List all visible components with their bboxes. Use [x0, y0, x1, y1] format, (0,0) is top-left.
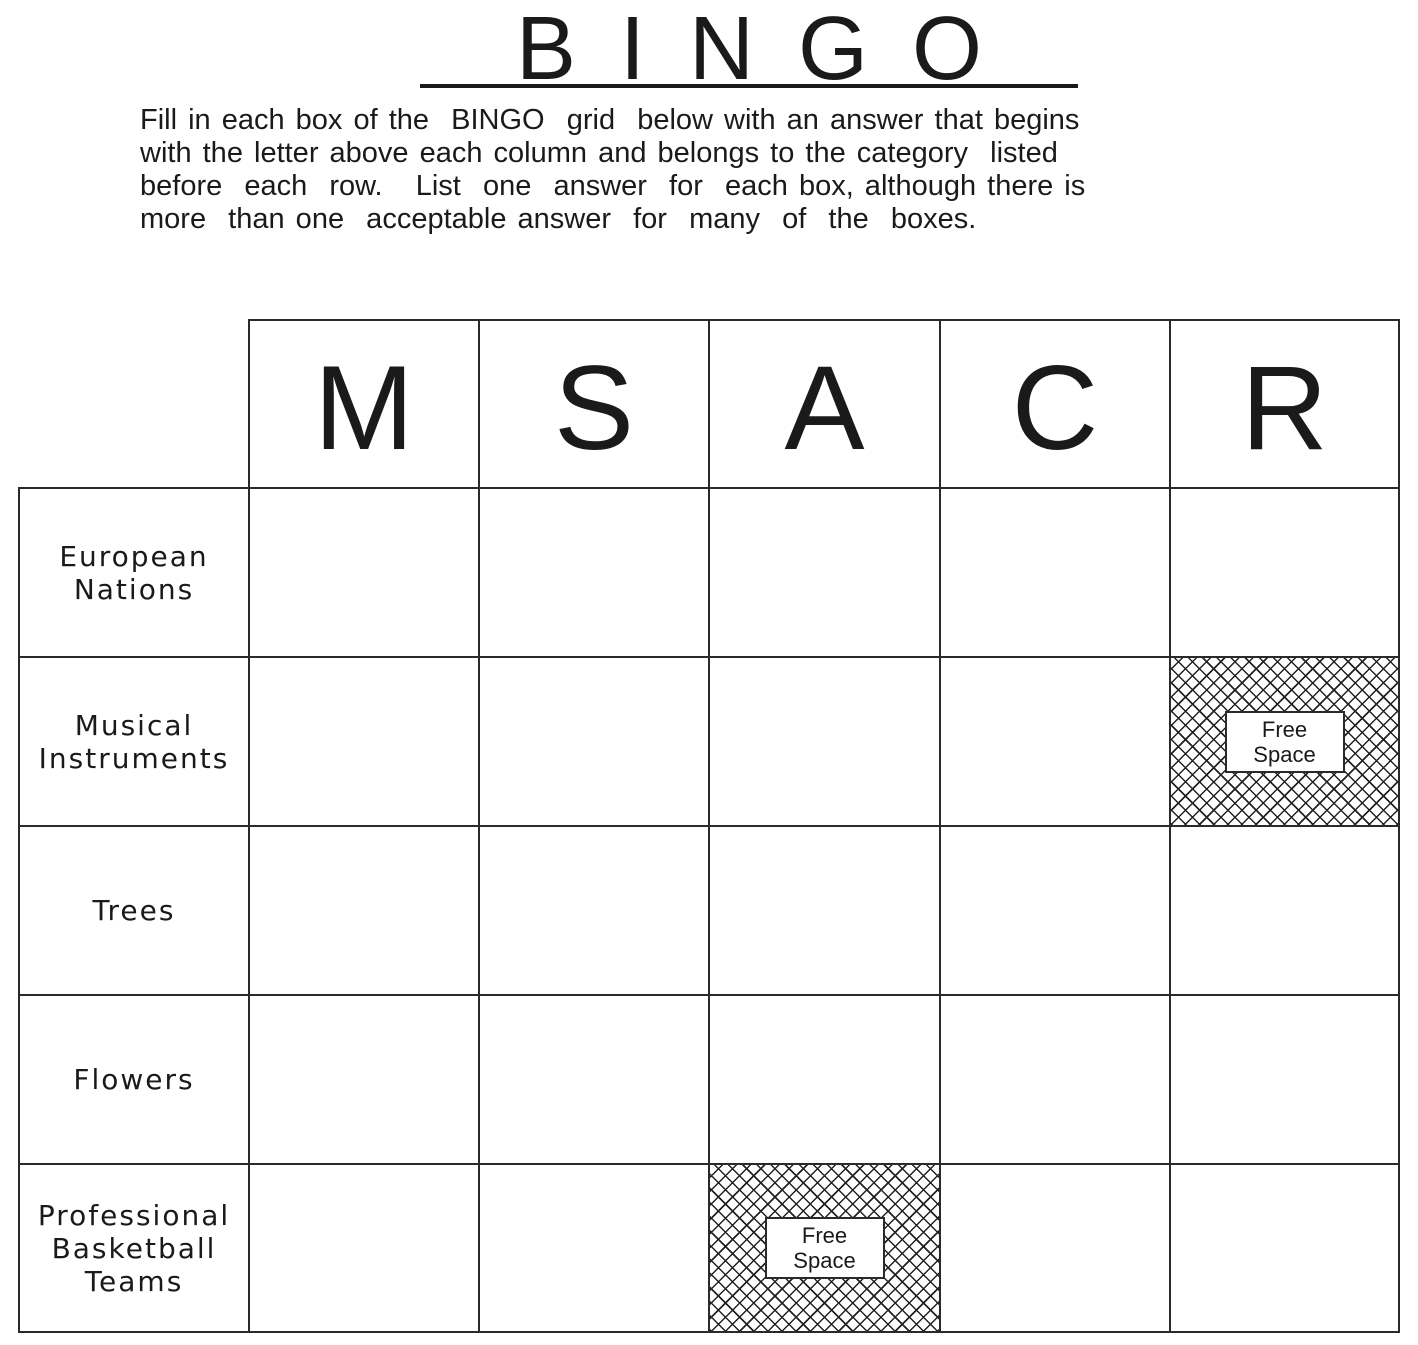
answer-cell[interactable] — [939, 487, 1171, 658]
answer-cell[interactable] — [939, 656, 1171, 827]
page-title: BINGO — [420, 6, 1078, 88]
answer-cell[interactable] — [478, 825, 710, 996]
answer-cell[interactable] — [478, 1163, 710, 1333]
instructions-line: with the letter above each column and belongs to the category listed — [140, 137, 1058, 169]
instructions-line: before each row. List one answer for each box, although there is — [140, 170, 1086, 202]
answer-cell[interactable] — [708, 656, 941, 827]
answer-cell[interactable] — [939, 825, 1171, 996]
answer-cell[interactable] — [248, 825, 480, 996]
answer-cell[interactable] — [1169, 1163, 1400, 1333]
free-space-label: Free Space — [1225, 711, 1345, 773]
row-label-trees: Trees — [18, 825, 250, 996]
answer-cell[interactable] — [478, 994, 710, 1165]
free-space-cell — [708, 1163, 941, 1333]
answer-cell[interactable] — [939, 994, 1171, 1165]
instructions-line: Fill in each box of the BINGO grid below with an answer that begins — [140, 104, 1080, 136]
row-label-european-nations: European Nations — [18, 487, 250, 658]
answer-cell[interactable] — [708, 487, 941, 658]
answer-cell[interactable] — [1169, 825, 1400, 996]
column-header-a: A — [708, 319, 941, 489]
row-label-flowers: Flowers — [18, 994, 250, 1165]
instructions-line: more than one acceptable answer for many of the boxes. — [140, 203, 977, 235]
row-label-professional-basketball-teams: Professional Basketball Teams — [18, 1163, 250, 1333]
row-label-musical-instruments: Musical Instruments — [18, 656, 250, 827]
free-space-label: Free Space — [765, 1217, 885, 1279]
answer-cell[interactable] — [1169, 487, 1400, 658]
answer-cell[interactable] — [1169, 994, 1400, 1165]
answer-cell[interactable] — [248, 994, 480, 1165]
answer-cell[interactable] — [708, 994, 941, 1165]
answer-cell[interactable] — [478, 487, 710, 658]
answer-cell[interactable] — [248, 487, 480, 658]
answer-cell[interactable] — [248, 656, 480, 827]
column-header-r: R — [1169, 319, 1400, 489]
answer-cell[interactable] — [478, 656, 710, 827]
column-header-m: M — [248, 319, 480, 489]
free-space-cell — [1169, 656, 1400, 827]
answer-cell[interactable] — [248, 1163, 480, 1333]
answer-cell[interactable] — [708, 825, 941, 996]
answer-cell[interactable] — [939, 1163, 1171, 1333]
column-header-c: C — [939, 319, 1171, 489]
column-header-s: S — [478, 319, 710, 489]
